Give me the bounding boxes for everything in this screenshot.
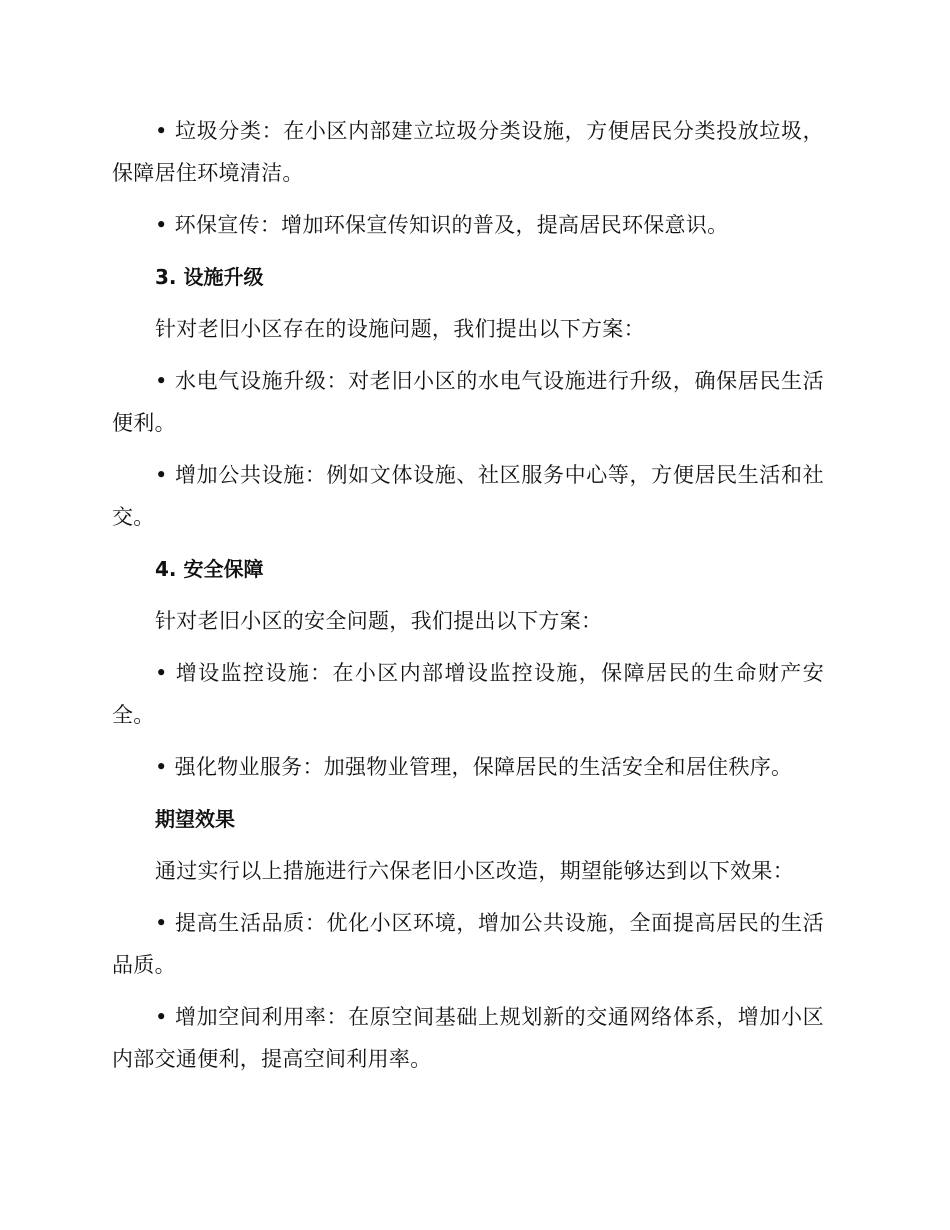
section-heading-safety: 4. 安全保障 bbox=[155, 557, 264, 581]
document-body bbox=[112, 110, 824, 1090]
bullet-surveillance: • 增设监控设施：在小区内部增设监控设施，保障居民的生命财产安全。 bbox=[112, 661, 824, 727]
bullet-public-facilities: • 增加公共设施：例如文体设施、社区服务中心等，方便居民生活和社交。 bbox=[112, 463, 824, 529]
bullet-utilities-upgrade: • 水电气设施升级：对老旧小区的水电气设施进行升级，确保居民生活便利。 bbox=[112, 369, 824, 435]
effects-intro-paragraph: 通过实行以上措施进行六保老旧小区改造，期望能够达到以下效果： bbox=[155, 859, 794, 883]
section-heading-expected-effects: 期望效果 bbox=[155, 807, 235, 831]
bullet-space-utilization: • 增加空间利用率：在原空间基础上规划新的交通网络体系，增加小区内部交通便利，提高空间利用率。 bbox=[112, 1005, 824, 1071]
bullet-life-quality: • 提高生活品质：优化小区环境，增加公共设施，全面提高居民的生活品质。 bbox=[112, 911, 824, 977]
section-heading-facility-upgrade: 3. 设施升级 bbox=[155, 265, 264, 289]
facility-intro-paragraph: 针对老旧小区存在的设施问题，我们提出以下方案： bbox=[155, 317, 645, 341]
safety-intro-paragraph: 针对老旧小区的安全问题，我们提出以下方案： bbox=[155, 609, 603, 633]
bullet-garbage-sorting: • 垃圾分类：在小区内部建立垃圾分类设施，方便居民分类投放垃圾，保障居住环境清洁。 bbox=[112, 119, 824, 185]
bullet-property-service: • 强化物业服务：加强物业管理，保障居民的生活安全和居住秩序。 bbox=[155, 755, 793, 779]
bullet-eco-promotion: • 环保宣传：增加环保宣传知识的普及，提高居民环保意识。 bbox=[155, 213, 729, 237]
